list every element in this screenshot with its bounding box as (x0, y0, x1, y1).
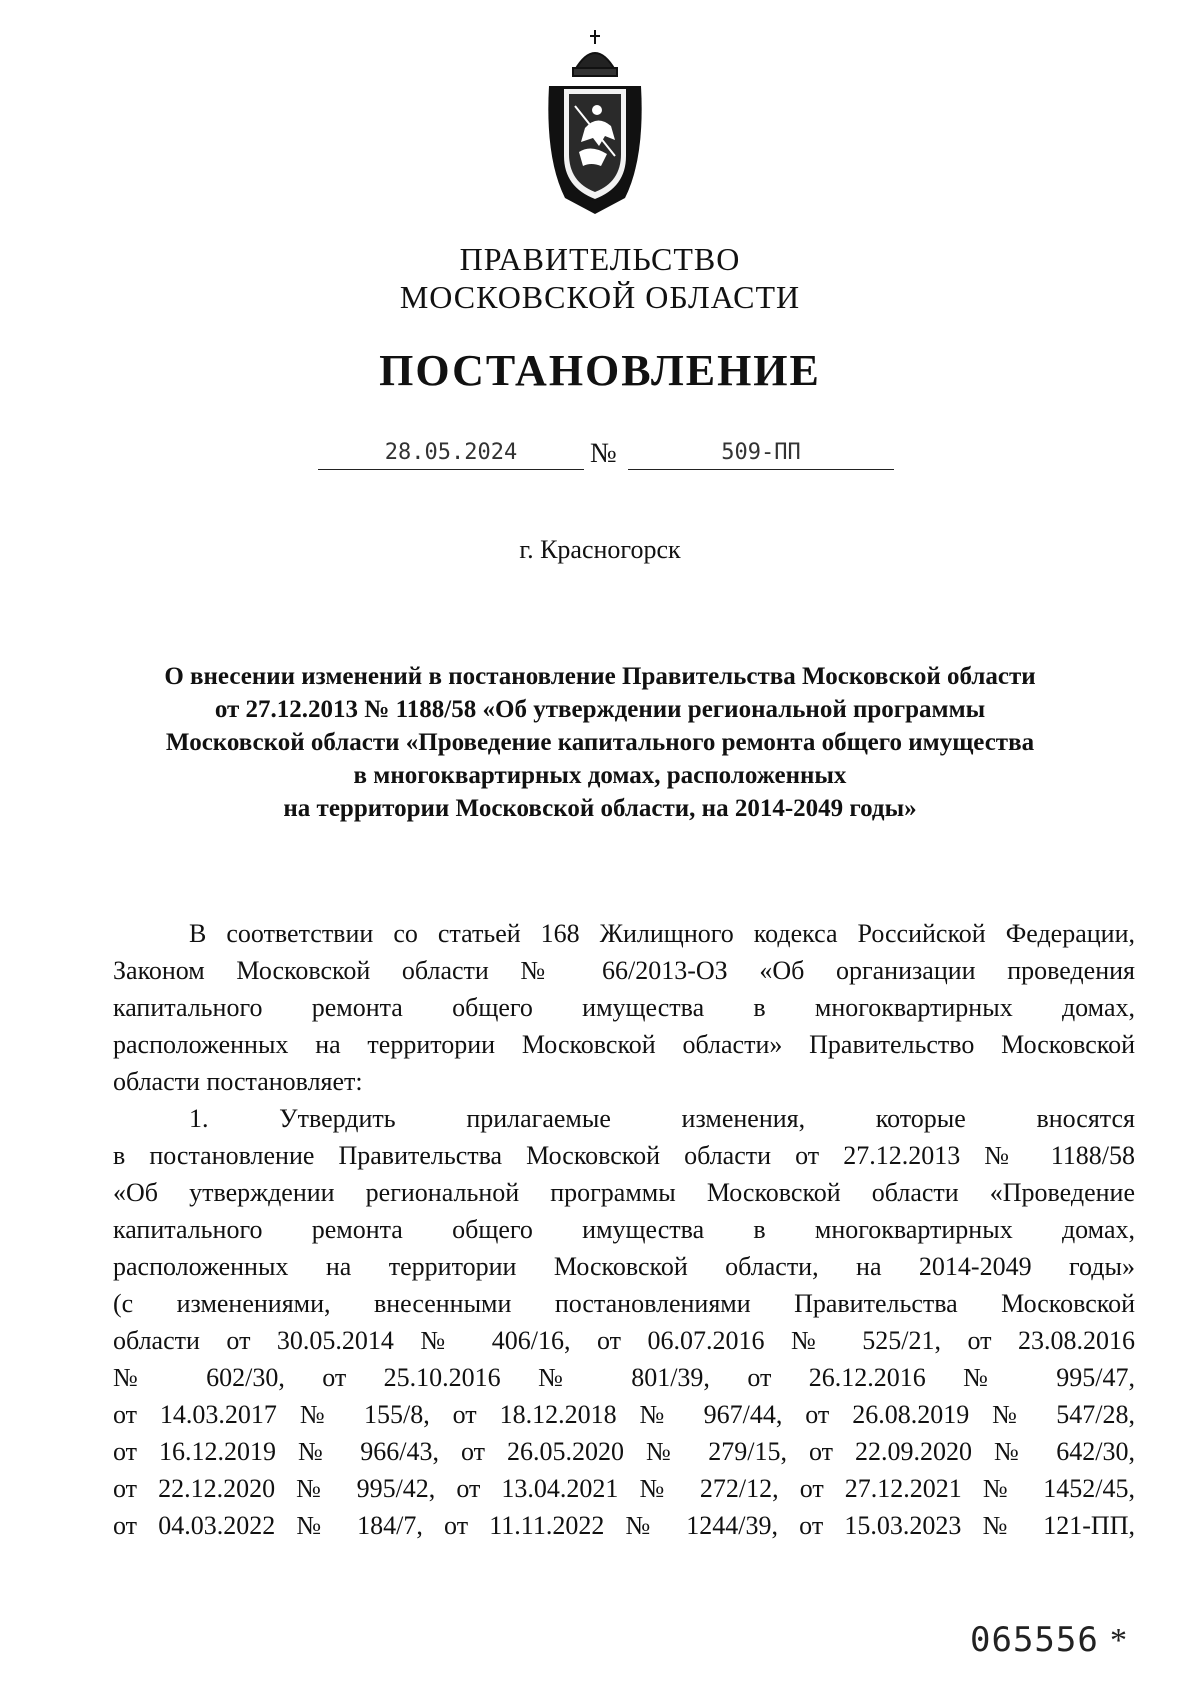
coat-of-arms-emblem (535, 28, 655, 218)
body-line: капитального ремонта общего имущества в многоквартирных домах, (113, 1215, 1135, 1244)
title-line: в многоквартирных домах, расположенных (353, 762, 847, 789)
body-line: от 14.03.2017 № 155/8, от 18.12.2018 № 967/44, от 26.08.2019 № 547/28, (113, 1400, 1135, 1429)
org-name-line-1: ПРАВИТЕЛЬСТВО (459, 241, 741, 277)
body-line: области от 30.05.2014 № 406/16, от 06.07.2016 № 525/21, от 23.08.2016 (113, 1326, 1135, 1355)
body-line: расположенных на территории Московской области, на 2014-2049 годы» (113, 1252, 1135, 1281)
title-line: на территории Московской области, на 2014-2049 годы» (283, 795, 917, 822)
body-line: капитального ремонта общего имущества в многоквартирных домах, (113, 993, 1135, 1022)
body-line: В соответствии со статьей 168 Жилищного кодекса Российской Федерации, (189, 919, 1135, 948)
number-label: № (590, 438, 617, 469)
body-line: № 602/30, от 25.10.2016 № 801/39, от 26.12.2016 № 995/47, (113, 1363, 1135, 1392)
body-line: от 16.12.2019 № 966/43, от 26.05.2020 № 279/15, от 22.09.2020 № 642/30, (113, 1437, 1135, 1466)
body-line: от 04.03.2022 № 184/7, от 11.11.2022 № 1244/39, от 15.03.2023 № 121-ПП, (113, 1511, 1135, 1540)
body-line: области постановляет: (113, 1067, 363, 1096)
body-line: от 22.12.2020 № 995/42, от 13.04.2021 № 272/12, от 27.12.2021 № 1452/45, (113, 1474, 1135, 1503)
title-line: Московской области «Проведение капитального ремонта общего имущества (165, 729, 1035, 756)
body-line: в постановление Правительства Московской области от 27.12.2013 № 1188/58 (113, 1141, 1135, 1170)
document-title (100, 660, 1100, 825)
serial-counter: 065556 (970, 1620, 1099, 1660)
body-line: расположенных на территории Московской области» Правительство Московской (113, 1030, 1135, 1059)
body-line: «Об утверждении региональной программы Московской области «Проведение (113, 1178, 1135, 1207)
body-line: (с изменениями, внесенными постановлениями Правительства Московской (113, 1289, 1135, 1318)
body-line: 1. Утвердить прилагаемые изменения, которые вносятся (189, 1104, 1135, 1133)
document-type: ПОСТАНОВЛЕНИЕ (379, 346, 821, 395)
document-number: 509-ПП (628, 440, 894, 470)
city: г. Красногорск (519, 535, 681, 564)
org-name-line-2: МОСКОВСКОЙ ОБЛАСТИ (399, 279, 801, 315)
document-body (113, 915, 1135, 1544)
title-line: от 27.12.2013 № 1188/58 «Об утверждении региональной программы (214, 696, 986, 723)
body-line: Законом Московской области № 66/2013-ОЗ «Об организации проведения (113, 956, 1135, 985)
document-date: 28.05.2024 (318, 440, 584, 470)
asterisk-mark: * (1110, 1622, 1127, 1659)
title-line: О внесении изменений в постановление Правительства Московской области (164, 663, 1036, 690)
